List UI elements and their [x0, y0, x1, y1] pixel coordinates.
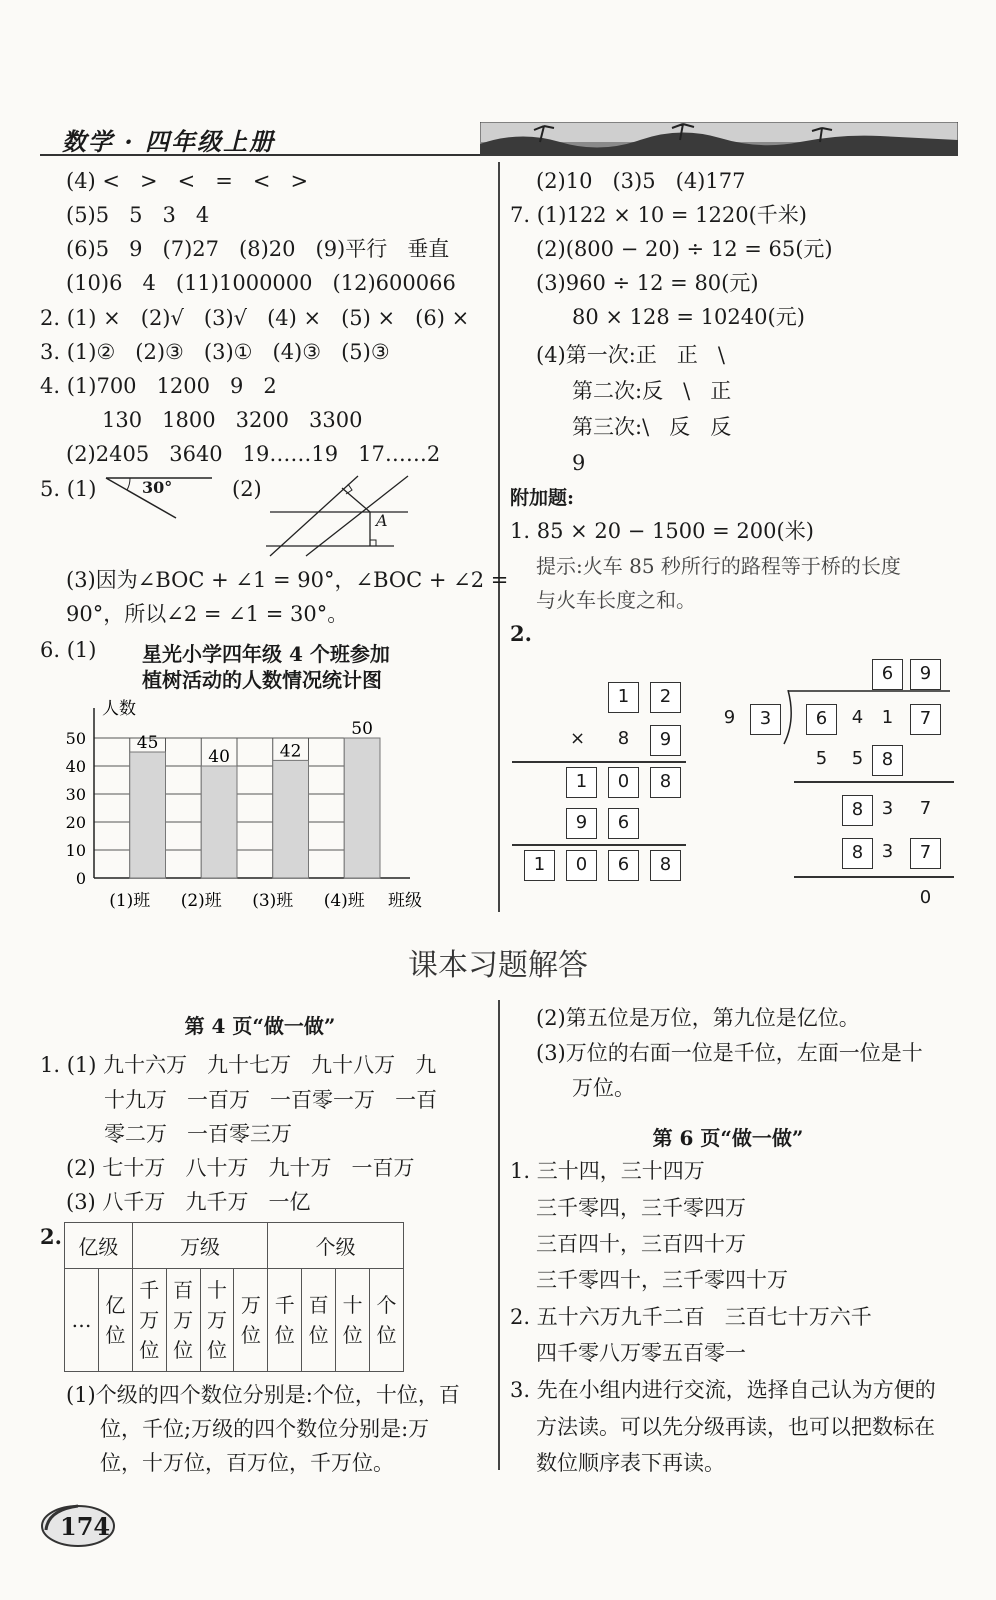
- remainder: 0: [919, 887, 932, 908]
- table-group-header: 万级: [132, 1223, 268, 1269]
- bar-value-label: 42: [279, 741, 302, 762]
- answer-q5: 5. (1): [40, 477, 97, 501]
- digit-box: 2: [650, 682, 681, 713]
- digit-box: 3: [750, 704, 781, 735]
- column-divider-top: [498, 162, 500, 912]
- answer-line: 第三次:\ 反 反: [572, 415, 732, 439]
- answer-line: 三千零四十，三千零四十万: [536, 1268, 788, 1292]
- rule-line: [794, 876, 954, 878]
- answer-line: 80 × 128 = 10240(元): [572, 305, 805, 329]
- answer-line: 位，千位;万级的四个数位分别是:万: [100, 1417, 430, 1441]
- header-bar: [40, 118, 958, 156]
- digit-box: 6: [806, 704, 837, 735]
- digit: 5: [815, 748, 828, 769]
- answer-line: 数位顺序表下再读。: [536, 1451, 725, 1475]
- answer-line: 位，十万位，百万位，千万位。: [100, 1451, 394, 1475]
- rule-line: [512, 761, 686, 763]
- answer-line: 第二次:反 \ 正: [572, 379, 732, 403]
- digit-box: 6: [608, 808, 639, 839]
- header-title: 数学 · 四年级上册: [62, 127, 276, 156]
- answer-line: 四千零八万零五百零一: [536, 1341, 746, 1365]
- bar: [201, 766, 237, 878]
- times-sign: ×: [569, 728, 586, 749]
- answer-line: (1)个级的四个数位分别是:个位，十位，百: [66, 1383, 460, 1407]
- table-cell: …: [65, 1269, 99, 1372]
- rule-line: [794, 781, 954, 783]
- bar-value-label: 45: [136, 733, 159, 753]
- answer-line: (2)(800 − 20) ÷ 12 = 65(元): [536, 237, 833, 261]
- y-tick-label: 0: [75, 869, 86, 888]
- digit: 9: [723, 707, 736, 728]
- answer-line: 1. (1) 九十六万 九十七万 九十八万 九: [40, 1053, 437, 1077]
- y-axis-label: 人数: [102, 699, 136, 719]
- digit-box: 0: [566, 850, 597, 881]
- place-value-table: [64, 1222, 404, 1372]
- answer-line: 1. 三十四，三十四万: [510, 1159, 705, 1183]
- column-divider-bottom: [498, 1000, 500, 1470]
- table-group-header: 亿级: [65, 1223, 133, 1269]
- table-cell: 万位: [234, 1269, 268, 1372]
- digit-box: 9: [910, 659, 941, 690]
- table-cell: 亿位: [98, 1269, 132, 1372]
- bar: [344, 738, 380, 878]
- digit-box: 7: [910, 704, 941, 735]
- digit-box: 1: [608, 682, 639, 713]
- table-cell: 十位: [336, 1269, 370, 1372]
- answer-line: (2)2405 3640 19……19 17……2: [66, 442, 441, 466]
- digit-box: 8: [650, 767, 681, 798]
- answer-line: 90°，所以∠2 = ∠1 = 30°。: [66, 602, 349, 626]
- digit-box: 8: [650, 850, 681, 881]
- digit-box: 7: [910, 838, 941, 869]
- table-cell: 千万位: [132, 1269, 166, 1372]
- extra-q1: 1. 85 × 20 − 1500 = 200(米): [510, 519, 814, 543]
- answer-line: 方法读。可以先分级再读，也可以把数标在: [536, 1415, 935, 1439]
- hint-line: 与火车长度之和。: [536, 588, 696, 612]
- answer-line: (2)10 (3)5 (4)177: [536, 169, 746, 193]
- answer-q4: 4. (1)700 1200 9 2: [40, 374, 277, 398]
- angle-label: 30°: [142, 478, 173, 497]
- bar-value-label: 50: [351, 719, 373, 739]
- digit-box: 9: [566, 808, 597, 839]
- digit-box: 0: [608, 767, 639, 798]
- answer-line: 零二万 一百零三万: [104, 1122, 293, 1146]
- y-tick-label: 30: [65, 785, 86, 804]
- bar: [130, 752, 166, 878]
- page-number: 174: [60, 1512, 111, 1541]
- chart-title-line2: 植树活动的人数情况统计图: [142, 668, 382, 692]
- answer-line: (6)5 9 (7)27 (8)20 (9)平行 垂直: [66, 237, 450, 261]
- answer-line: 9: [572, 451, 586, 475]
- y-tick-label: 10: [65, 841, 86, 860]
- extra-heading: 附加题:: [510, 487, 575, 509]
- chart-title: 星光小学四年级 4 个班参加: [142, 642, 390, 666]
- answer-line: 130 1800 3200 3300: [102, 408, 363, 432]
- bar: [273, 760, 309, 878]
- answer-line: (3) 八千万 九千万 一亿: [66, 1190, 311, 1214]
- digit: 8: [617, 728, 630, 749]
- digit: 7: [919, 798, 932, 819]
- table-cell: 千位: [268, 1269, 302, 1372]
- digit-box: 6: [872, 659, 903, 690]
- hint-line: 提示:火车 85 秒所行的路程等于桥的长度: [536, 554, 901, 578]
- section-title: 课本习题解答: [408, 948, 588, 983]
- table-cell: 百位: [302, 1269, 336, 1372]
- digit: 5: [851, 748, 864, 769]
- answer-line: 十九万 一百万 一百零一万 一百: [104, 1088, 438, 1112]
- x-axis-label: 班级: [388, 891, 422, 911]
- answer-q2: 2.: [40, 1224, 62, 1249]
- y-tick-label: 40: [65, 757, 86, 776]
- y-tick-label: 20: [65, 813, 86, 832]
- answer-line: (2)第五位是万位，第九位是亿位。: [536, 1006, 860, 1030]
- answer-line: 万位。: [572, 1076, 635, 1100]
- parallel-lines-figure: [262, 470, 412, 560]
- subsection-title: 第 6 页“做一做”: [652, 1126, 804, 1150]
- table-cell: 个位: [370, 1269, 404, 1372]
- digit: 3: [881, 798, 894, 819]
- answer-q7: 7. (1)122 × 10 = 1220(千米): [510, 203, 807, 227]
- digit-box: 8: [872, 745, 903, 776]
- x-tick-label: (2)班: [180, 891, 222, 911]
- bar-value-label: 40: [208, 747, 230, 767]
- answer-line: 三百四十，三百四十万: [536, 1232, 746, 1256]
- rule-line: [512, 844, 686, 846]
- answer-line: (3)万位的右面一位是千位，左面一位是十: [536, 1041, 923, 1065]
- answer-line: (10)6 4 (11)1000000 (12)600066: [66, 271, 456, 295]
- digit: 4: [851, 707, 864, 728]
- page-number-badge: [38, 1500, 128, 1550]
- digit: 1: [881, 707, 894, 728]
- digit-box: 1: [524, 850, 555, 881]
- table-group-header: 个级: [268, 1223, 404, 1269]
- answer-q2: 2. (1) × (2)√ (3)√ (4) × (5) × (6) ×: [40, 306, 470, 330]
- answer-q3: 3. (1)② (2)③ (3)① (4)③ (5)③: [40, 340, 390, 364]
- digit-box: 1: [566, 767, 597, 798]
- answer-line: 2. 五十六万九千二百 三百七十万六千: [510, 1305, 872, 1329]
- digit-box: 8: [842, 838, 873, 869]
- table-cell: 百万位: [166, 1269, 200, 1372]
- header-landscape-image: [480, 122, 958, 156]
- x-tick-label: (1)班: [109, 891, 151, 911]
- point-label-A: A: [376, 511, 388, 530]
- answer-line: (5)5 5 3 4: [66, 203, 210, 227]
- answer-line: (3)960 ÷ 12 = 80(元): [536, 271, 759, 295]
- answer-line: (2) 七十万 八十万 九十万 一百万: [66, 1156, 415, 1180]
- answer-line: (4) < > < = < >: [66, 169, 309, 193]
- answer-q5-part2: (2): [232, 477, 262, 501]
- answer-line: (4)第一次:正 正 \: [536, 343, 725, 367]
- digit-box: 6: [608, 850, 639, 881]
- x-tick-label: (3)班: [252, 891, 294, 911]
- answer-q6: 6. (1): [40, 638, 97, 662]
- bar-chart: [56, 690, 436, 920]
- answer-line: 3. 先在小组内进行交流，选择自己认为方便的: [510, 1378, 936, 1402]
- extra-q2: 2.: [510, 621, 532, 646]
- answer-line: 三千零四，三千零四万: [536, 1196, 746, 1220]
- digit-box: 8: [842, 795, 873, 826]
- digit: 3: [881, 841, 894, 862]
- answer-line: (3)因为∠BOC + ∠1 = 90°，∠BOC + ∠2 =: [66, 568, 509, 592]
- y-tick-label: 50: [65, 729, 86, 748]
- digit-box: 9: [650, 725, 681, 756]
- x-tick-label: (4)班: [323, 891, 365, 911]
- subsection-title: 第 4 页“做一做”: [184, 1014, 336, 1038]
- table-cell: 十万位: [200, 1269, 234, 1372]
